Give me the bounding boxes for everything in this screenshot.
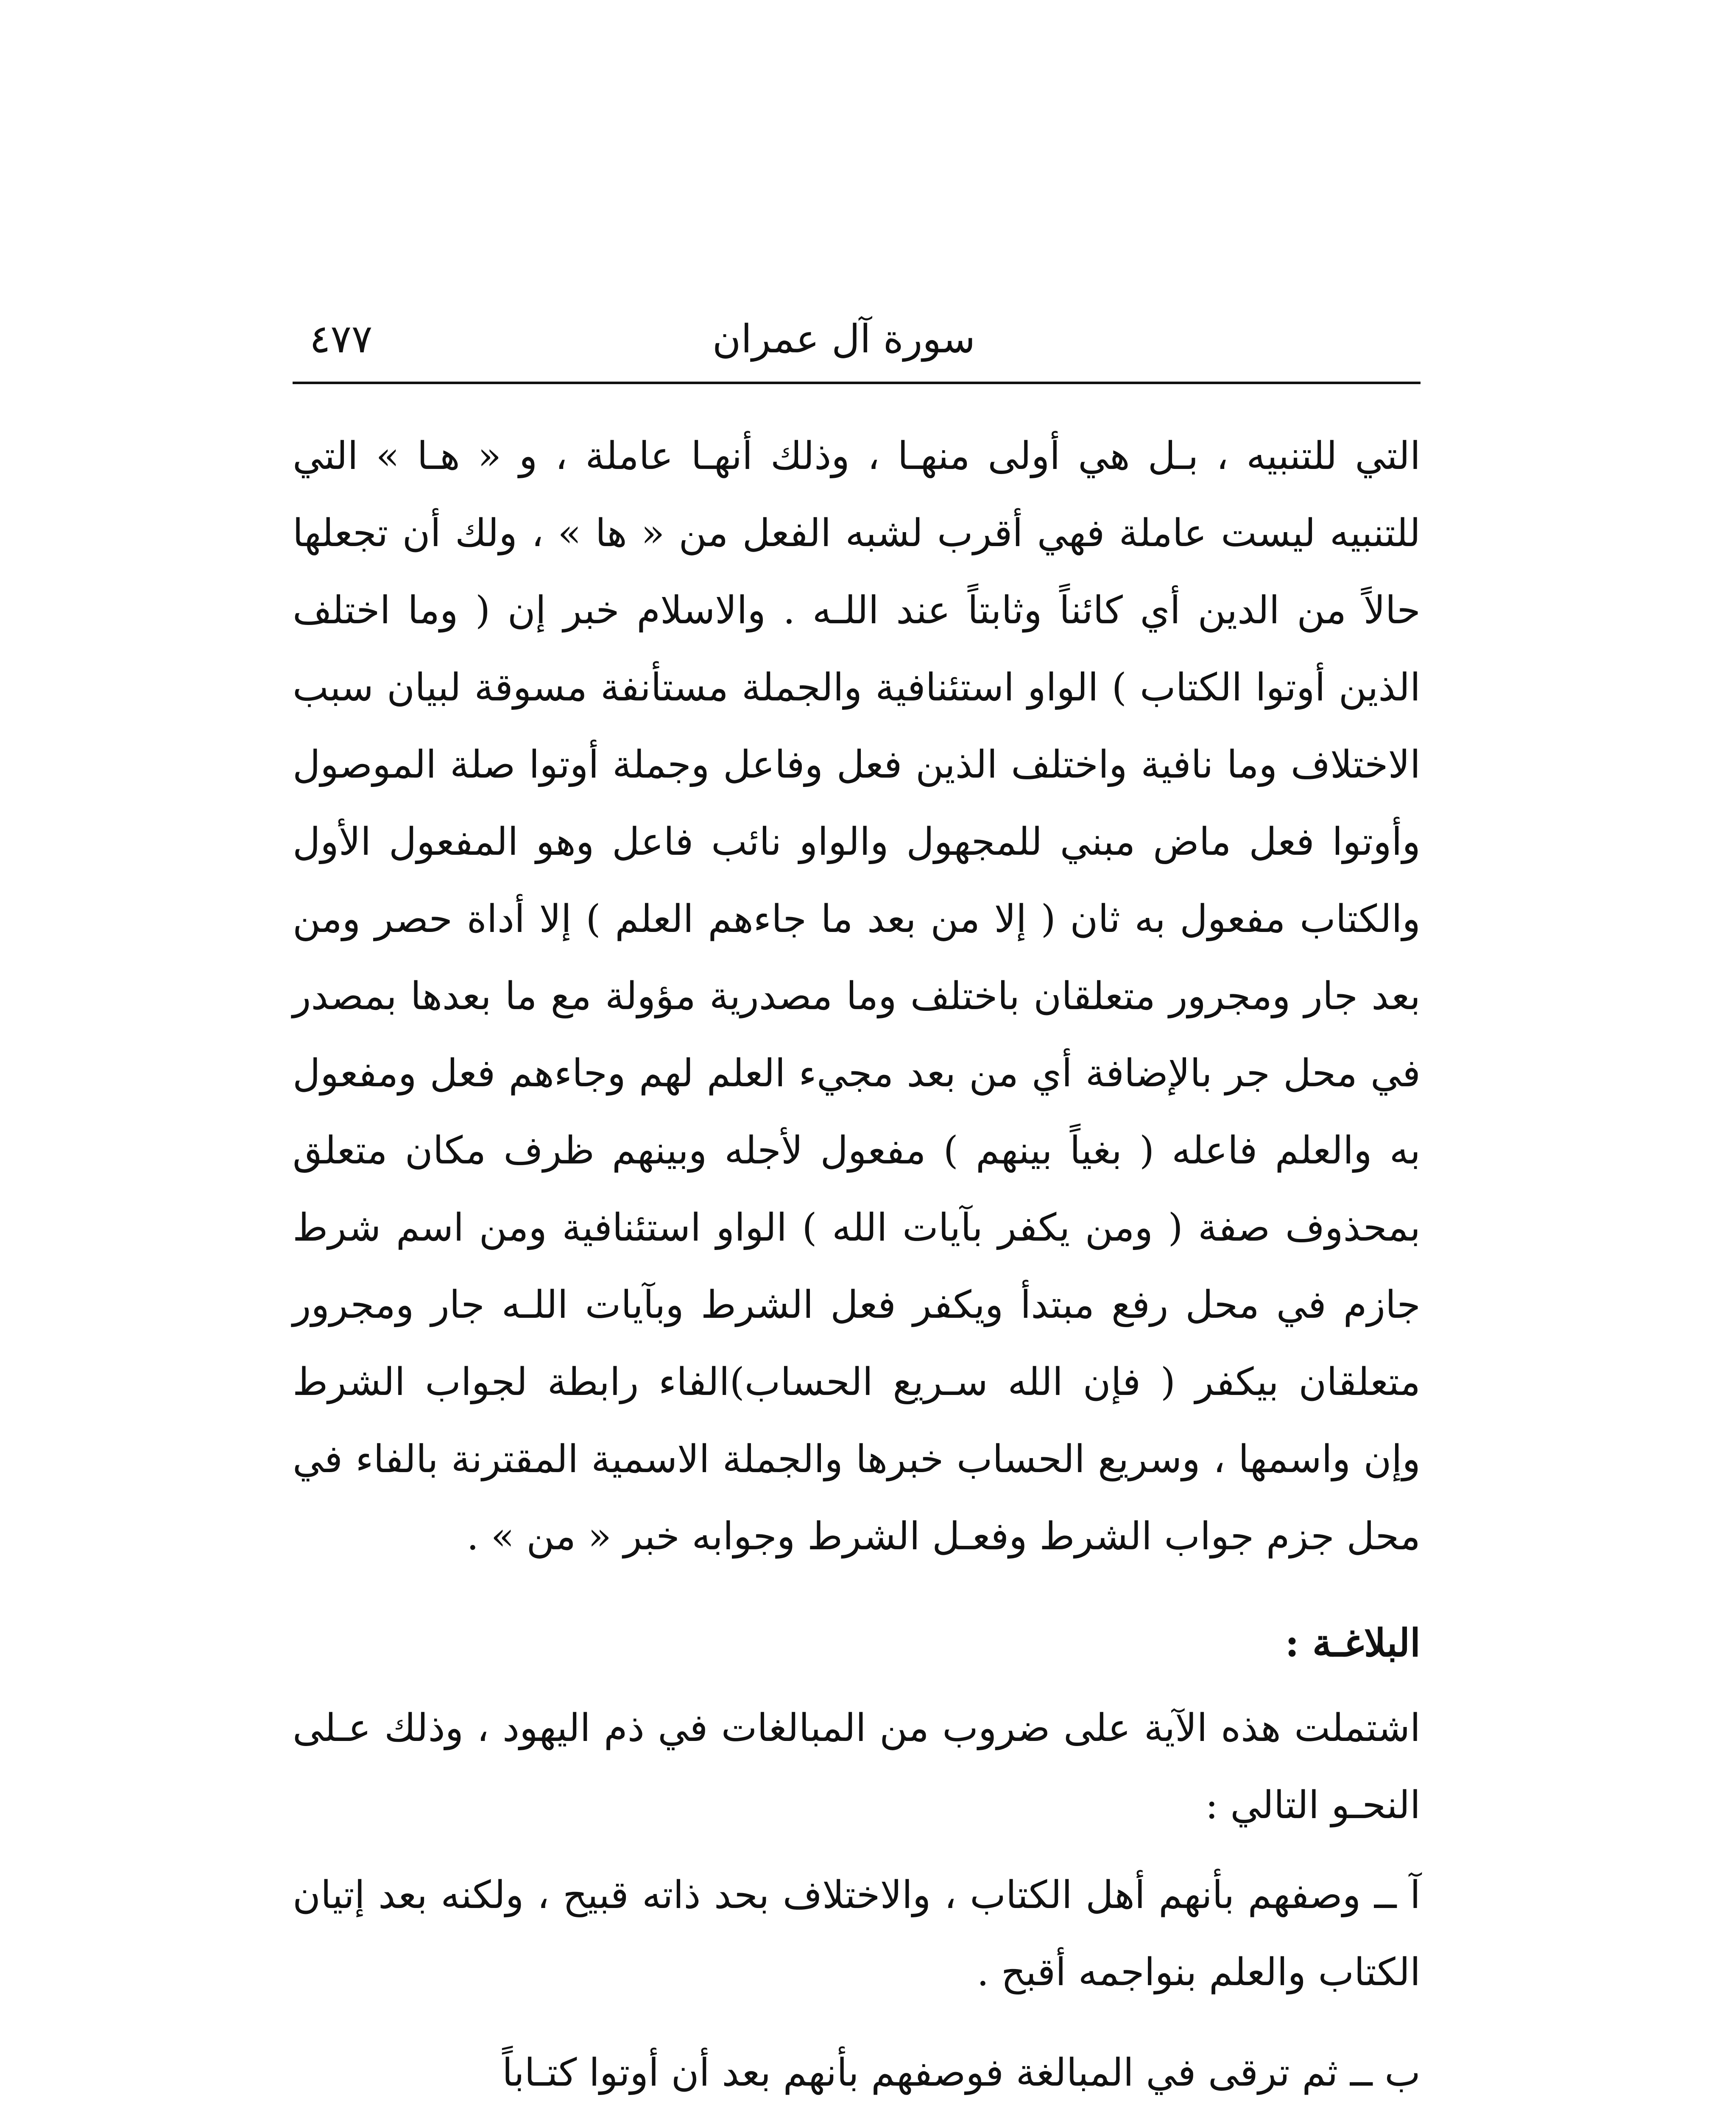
rhetoric-intro: اشتملت هذه الآية على ضروب من المبالغات في ذم اليهود ، وذلك عـلى النحـو التالي : bbox=[293, 1706, 1421, 1827]
list-item: آ ــ وصفهم بأنهم أهل الكتاب ، والاختلاف بحد ذاته قبيح ، ولكنه بعد إتيان الكتاب والعلم بنواجمه أقبح . bbox=[293, 1873, 1421, 1994]
section-heading: البلاغـة : bbox=[1285, 1621, 1421, 1665]
page-number: ٤٧٧ bbox=[310, 316, 373, 362]
list-item: ب ــ ثم ترقى في المبالغة فوصفهم بأنهم بعد أن أوتوا كتـاباً bbox=[502, 2050, 1421, 2095]
page-body bbox=[293, 418, 1421, 2112]
header-divider bbox=[293, 382, 1421, 384]
grammar-paragraph: التي للتنبيه ، بـل هي أولى منهـا ، وذلك أنهـا عاملة ، و « هـا » التي للتنبيه ليست عاملة فهي أقرب لشبه الفعل من « ها » ، ولك أن تجعلها حالاً من الدين أي كائناً وثابتاً عند اللـه . والاسلام خبر إن ( وما اختلف الذين أوتوا الكتاب ) الواو استئنافية والجملة مستأنفة مسوقة لبيان سبب الاختلاف وما نافية واختلف الذين فعل وفاعل وجملة أوتوا صلة الموصول وأوتوا فعل ماض مبني للمجهول والواو نائب فاعل وهو المفعول الأول والكتاب مفعول به ثان ( إلا من بعد ما جاءهم العلم ) إلا أداة حصر ومن بعد جار ومجرور متعلقان باختلف وما مصدرية مؤولة مع ما بعدها بمصدر في محل جر بالإضافة أي من بعد مجيء العلم لهم وجاءهم فعل ومفعول به والعلم فاعله ( بغياً بينهم ) مفعول لأجله وبينهم ظرف مكان متعلق بمحذوف صفة ( ومن يكفر بآيات الله ) الواو استئنافية ومن اسم شرط جازم في محل رفع مبتدأ ويكفر فعل الشرط وبآيات اللـه جار ومجرور متعلقان بيكفر ( فإن الله سـريع الحساب)الفاء رابطة لجواب الشرط وإن واسمها ، وسريع الحساب خبرها والجملة الاسمية المقترنة بالفاء في محل جزم جواب الشرط وفعـل الشرط وجوابه خبر « من » . bbox=[293, 434, 1421, 1559]
chapter-title: سورة آل عمران bbox=[712, 316, 975, 362]
running-header bbox=[293, 316, 1416, 363]
